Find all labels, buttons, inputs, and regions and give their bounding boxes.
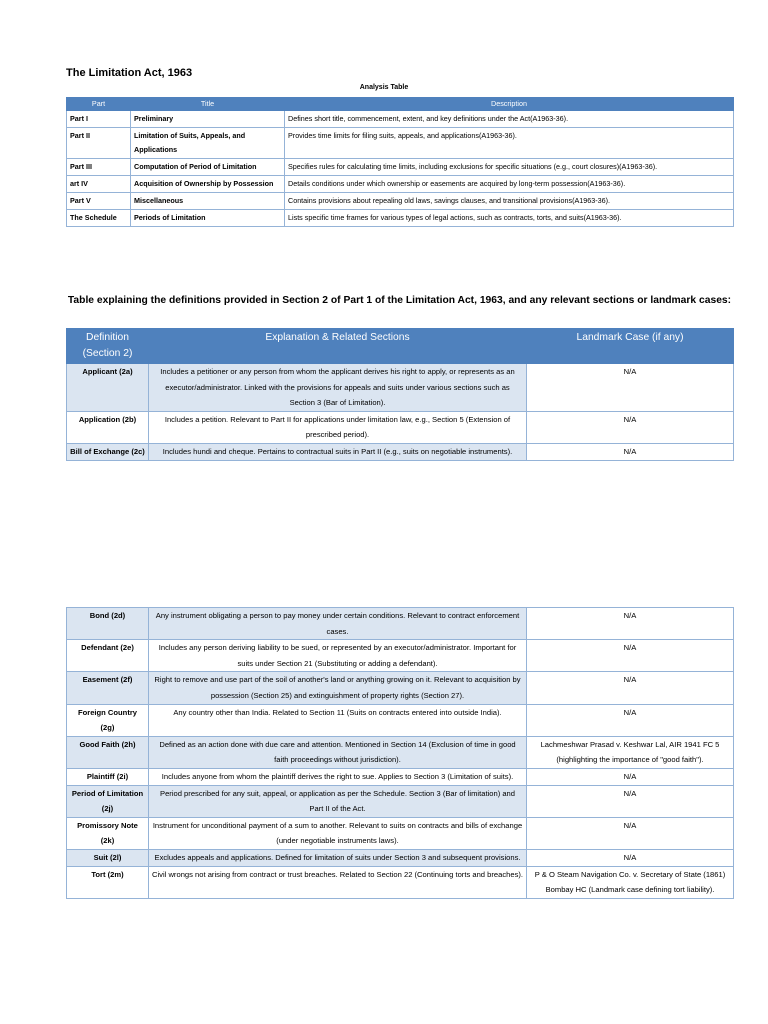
landmark-case-cell: N/A [527, 364, 734, 412]
parts-table-header [67, 98, 734, 111]
landmark-case-cell: N/A [527, 443, 734, 460]
column-header: Title [131, 98, 285, 111]
landmark-case-cell: N/A [527, 817, 734, 849]
part-cell: Part III [67, 159, 131, 176]
definition-term-cell: Applicant (2a) [67, 364, 149, 412]
definition-explanation-cell: Defined as an action done with due care and attention. Mentioned in Section 14 (Exclusion of time in good faith proceedings without jurisdiction). [149, 736, 527, 768]
title-cell: Acquisition of Ownership by Possession [131, 176, 285, 193]
table-row [67, 364, 734, 412]
description-cell: Contains provisions about repealing old laws, savings clauses, and transitional provisions(A1963-36). [285, 193, 734, 210]
landmark-case-cell: N/A [527, 768, 734, 785]
definition-term-cell: Application (2b) [67, 411, 149, 443]
landmark-case-cell: P & O Steam Navigation Co. v. Secretary of State (1861) Bombay HC (Landmark case defining tort liability). [527, 866, 734, 898]
part-cell: Part I [67, 111, 131, 128]
table-row [67, 866, 734, 898]
description-cell: Specifies rules for calculating time limits, including exclusions for specific situations (e.g., court closures)(A1963-36). [285, 159, 734, 176]
definition-term-cell: Period of Limitation (2j) [67, 785, 149, 817]
definition-explanation-cell: Includes a petitioner or any person from whom the applicant derives his right to apply, or represents as an executor/administrator. Linked with the provisions for appeals and suits under various sections such as Section 3 (Bar of Limitation). [149, 364, 527, 412]
part-cell: The Schedule [67, 210, 131, 227]
table-row [67, 411, 734, 443]
table-row [67, 640, 734, 672]
definition-term-cell: Bond (2d) [67, 608, 149, 640]
landmark-case-cell: N/A [527, 411, 734, 443]
definition-term-cell: Good Faith (2h) [67, 736, 149, 768]
definition-explanation-cell: Right to remove and use part of the soil of another's land or anything growing on it. Relevant to acquisition by possession (Section 25) and extinguishment of property rights (Section 27). [149, 672, 527, 704]
column-header: Landmark Case (if any) [527, 329, 734, 364]
definition-term-cell: Easement (2f) [67, 672, 149, 704]
definition-explanation-cell: Excludes appeals and applications. Defined for limitation of suits under Section 3 and subsequent provisions. [149, 849, 527, 866]
table-row [67, 736, 734, 768]
landmark-case-cell: Lachmeshwar Prasad v. Keshwar Lal, AIR 1941 FC 5 (highlighting the importance of "good faith"). [527, 736, 734, 768]
title-cell: Limitation of Suits, Appeals, and Applications [131, 128, 285, 159]
definition-explanation-cell: Any country other than India. Related to Section 11 (Suits on contracts entered into outside India). [149, 704, 527, 736]
table-row [67, 111, 734, 128]
definition-term-cell: Defendant (2e) [67, 640, 149, 672]
table-row [67, 672, 734, 704]
definition-explanation-cell: Period prescribed for any suit, appeal, or application as per the Schedule. Section 3 (Bar of limitation) and Part II of the Act. [149, 785, 527, 817]
description-cell: Provides time limits for filing suits, appeals, and applications(A1963-36). [285, 128, 734, 159]
definition-term-cell: Plaintiff (2i) [67, 768, 149, 785]
column-header: Definition (Section 2) [67, 329, 149, 364]
definitions-table [66, 328, 734, 461]
landmark-case-cell: N/A [527, 608, 734, 640]
title-cell: Preliminary [131, 111, 285, 128]
landmark-case-cell: N/A [527, 849, 734, 866]
table-row [67, 210, 734, 227]
table-row [67, 128, 734, 159]
landmark-case-cell: N/A [527, 704, 734, 736]
definition-explanation-cell: Includes a petition. Relevant to Part II for applications under limitation law, e.g., Section 5 (Extension of prescribed period). [149, 411, 527, 443]
table-row [67, 159, 734, 176]
table-row [67, 849, 734, 866]
definition-term-cell: Promissory Note (2k) [67, 817, 149, 849]
definition-term-cell: Tort (2m) [67, 866, 149, 898]
definition-explanation-cell: Includes hundi and cheque. Pertains to contractual suits in Part II (e.g., suits on negotiable instruments). [149, 443, 527, 460]
definition-term-cell: Foreign Country (2g) [67, 704, 149, 736]
table-row [67, 785, 734, 817]
table-row [67, 817, 734, 849]
definitions-table-header [67, 329, 734, 364]
table-row [67, 608, 734, 640]
part-cell: Part II [67, 128, 131, 159]
definition-term-cell: Bill of Exchange (2c) [67, 443, 149, 460]
document-title: The Limitation Act, 1963 [66, 67, 193, 79]
parts-table [66, 97, 734, 227]
definition-explanation-cell: Includes anyone from whom the plaintiff derives the right to sue. Applies to Section 3 (Limitation of suits). [149, 768, 527, 785]
title-cell: Periods of Limitation [131, 210, 285, 227]
part-cell: Part V [67, 193, 131, 210]
table-row [67, 768, 734, 785]
title-cell: Computation of Period of Limitation [131, 159, 285, 176]
definitions-table-title: Table explaining the definitions provided in Section 2 of Part 1 of the Limitation Act, 1963, and any relevant sections or landmark cases: [67, 295, 732, 306]
landmark-case-cell: N/A [527, 640, 734, 672]
column-header: Description [285, 98, 734, 111]
landmark-case-cell: N/A [527, 672, 734, 704]
table-row [67, 193, 734, 210]
column-header: Explanation & Related Sections [149, 329, 527, 364]
table-row [67, 443, 734, 460]
description-cell: Defines short title, commencement, extent, and key definitions under the Act(A1963-36). [285, 111, 734, 128]
definition-term-cell: Suit (2l) [67, 849, 149, 866]
column-header: Part [67, 98, 131, 111]
definition-explanation-cell: Instrument for unconditional payment of a sum to another. Relevant to suits on contracts and bills of exchange (under negotiable instruments laws). [149, 817, 527, 849]
analysis-table-caption: Analysis Table [359, 84, 409, 91]
description-cell: Lists specific time frames for various types of legal actions, such as contracts, torts, and suits(A1963-36). [285, 210, 734, 227]
definition-explanation-cell: Civil wrongs not arising from contract or trust breaches. Related to Section 22 (Continuing torts and breaches). [149, 866, 527, 898]
title-cell: Miscellaneous [131, 193, 285, 210]
table-row [67, 704, 734, 736]
description-cell: Details conditions under which ownership or easements are acquired by long-term possession(A1963-36). [285, 176, 734, 193]
definition-explanation-cell: Includes any person deriving liability to be sued, or represented by an executor/administrator. Important for suits under Section 21 (Substituting or adding a defendant). [149, 640, 527, 672]
landmark-case-cell: N/A [527, 785, 734, 817]
table-row [67, 176, 734, 193]
definition-explanation-cell: Any instrument obligating a person to pay money under certain conditions. Relevant to contract enforcement cases. [149, 608, 527, 640]
part-cell: art IV [67, 176, 131, 193]
definitions-table-continued [66, 607, 734, 899]
